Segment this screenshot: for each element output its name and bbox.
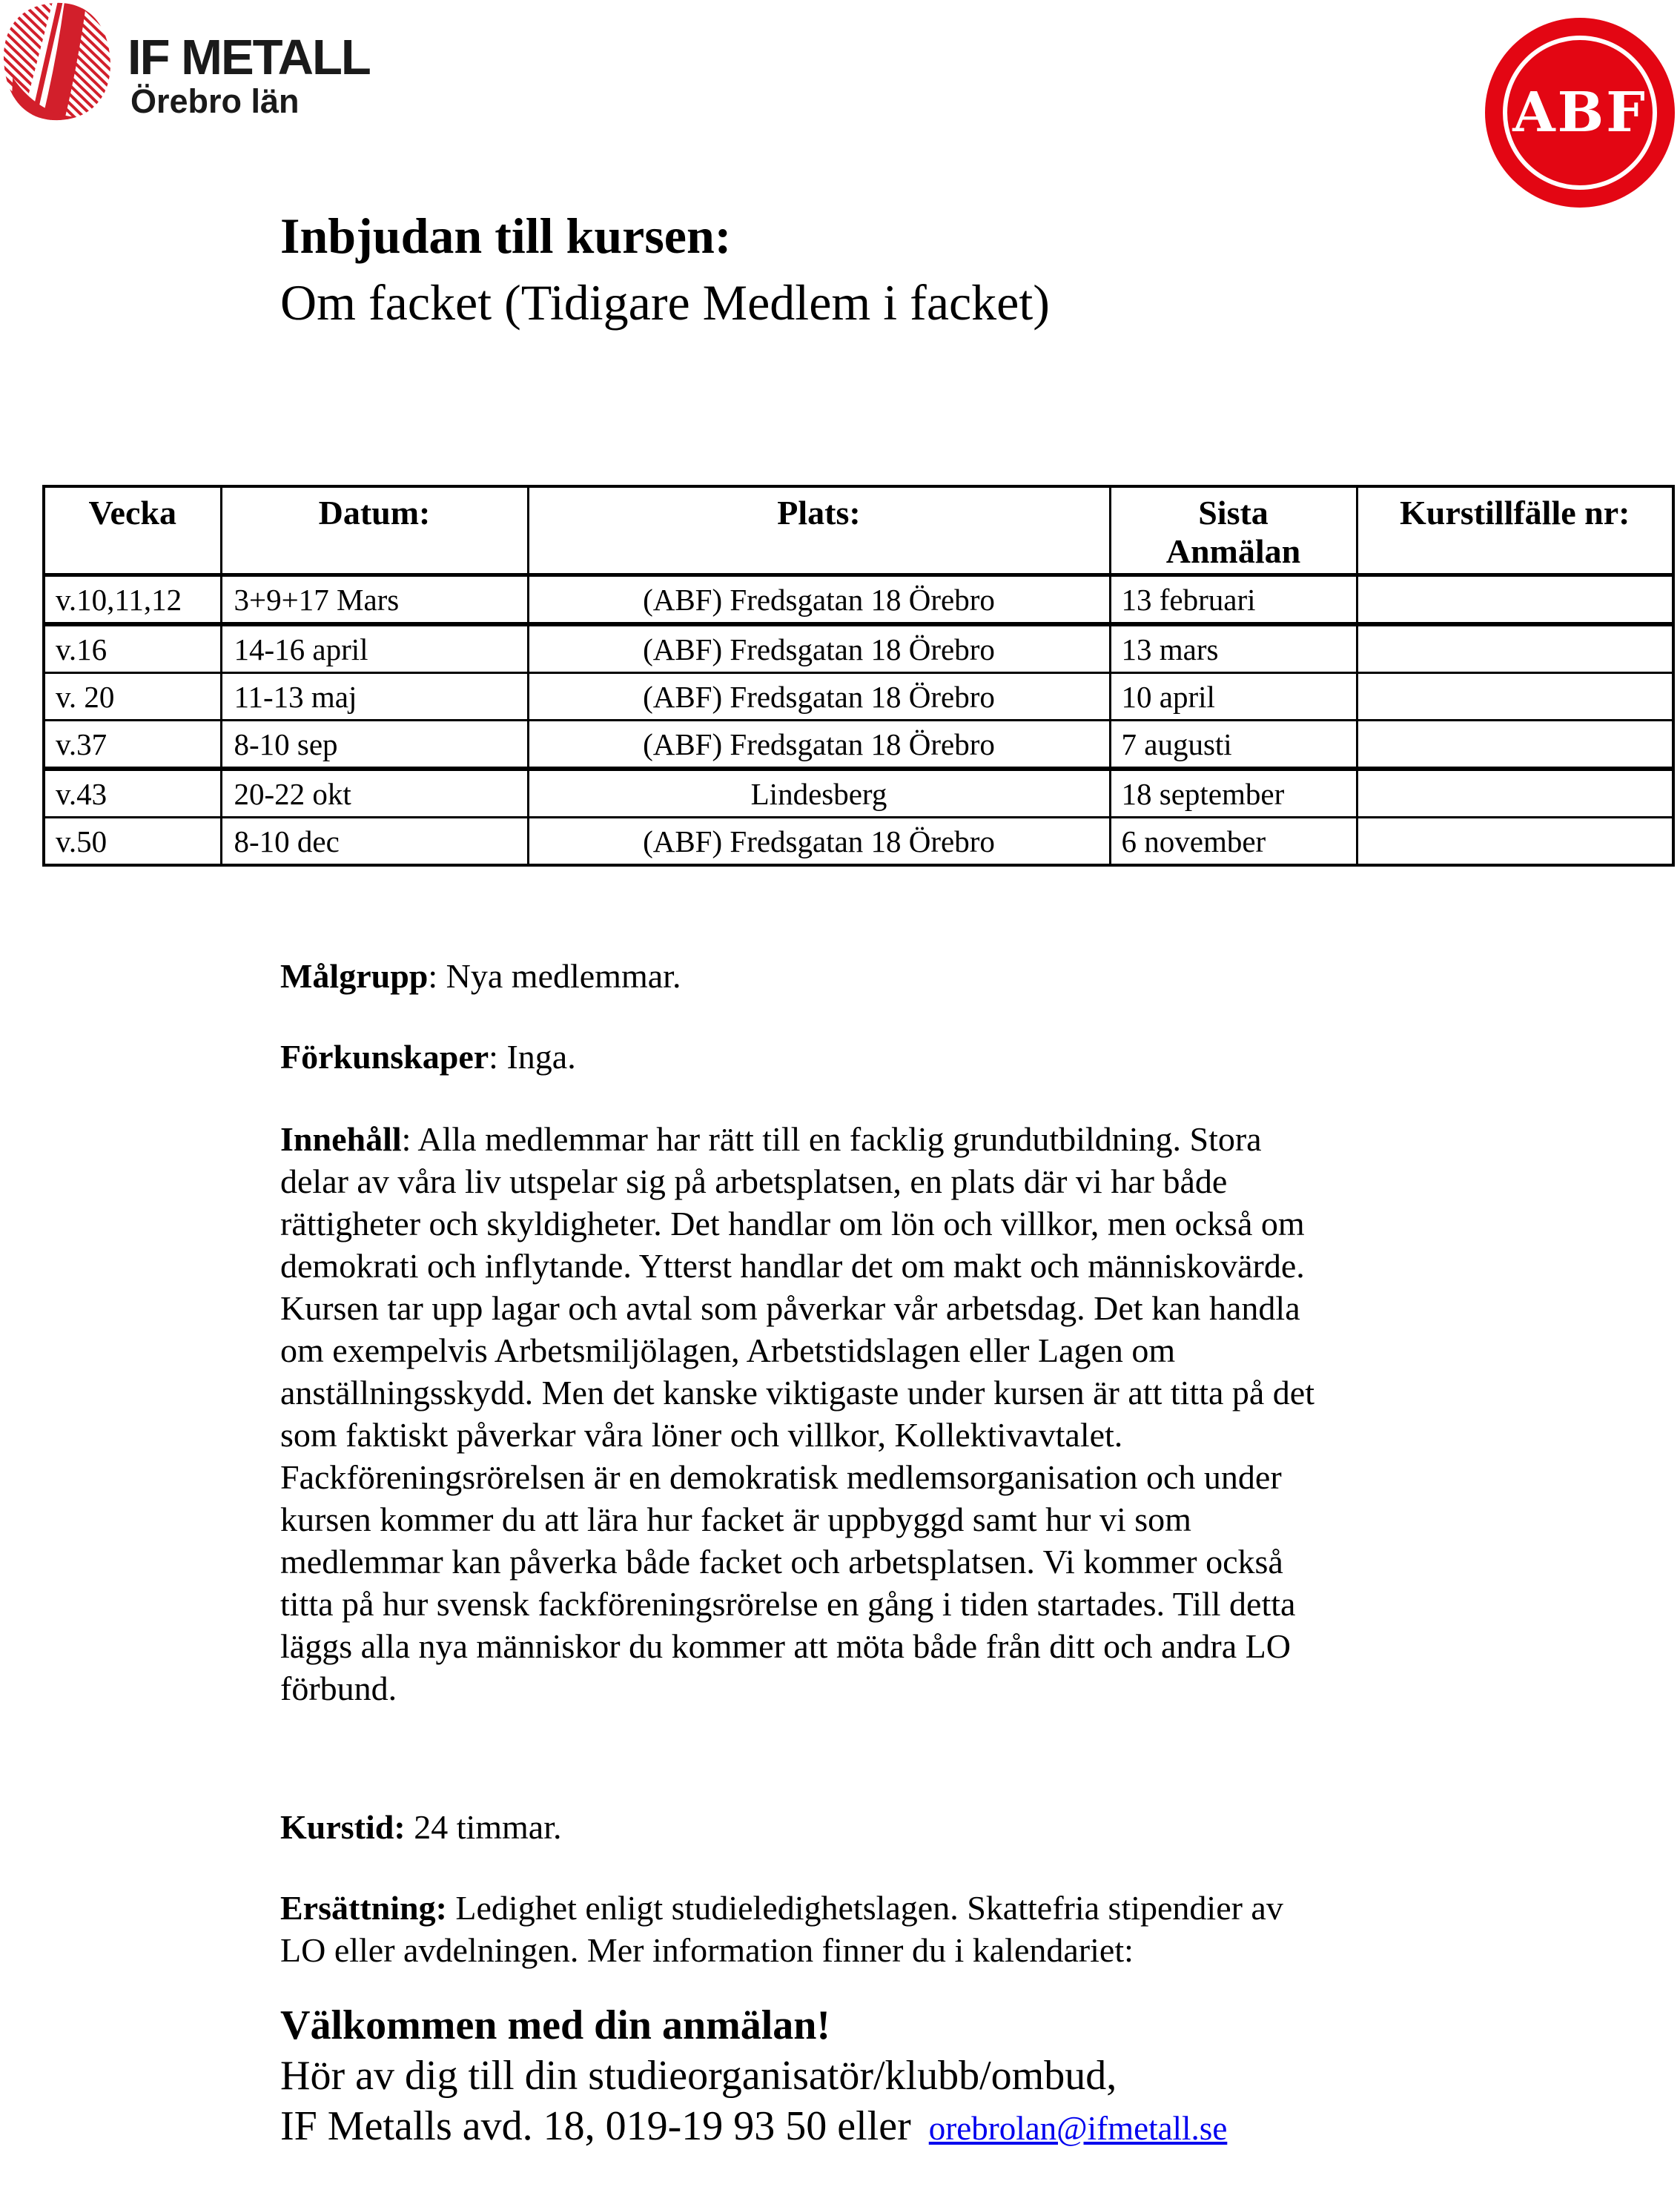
paragraph-innehall: [280, 1118, 1481, 1710]
innehall-line: läggs alla nya människor du kommer att möta både från ditt och andra LO: [280, 1627, 1291, 1665]
header-plats: Plats:: [528, 486, 1110, 575]
innehall-line: demokrati och inflytande. Ytterst handlar det om makt och människovärde.: [280, 1247, 1305, 1285]
cell-sista-anmalan: 10 april: [1110, 673, 1357, 721]
table-row: [44, 673, 1673, 721]
ersattning-line2: LO eller avdelningen. Mer information finner du i kalendariet:: [280, 1931, 1134, 1969]
abf-logo-label: ABF: [1512, 81, 1647, 145]
cell-kurstillfalle: [1357, 575, 1673, 625]
cell-vecka: v.43: [44, 769, 221, 818]
closing-phone-text: IF Metalls avd. 18, 019-19 93 50 eller: [280, 2103, 911, 2149]
forkunskaper-text: : Inga.: [489, 1038, 576, 1076]
cell-plats: (ABF) Fredsgatan 18 Örebro: [528, 721, 1110, 770]
cell-datum: 8-10 sep: [221, 721, 528, 770]
abf-logo-icon: [1485, 18, 1675, 208]
page-title: [280, 202, 1050, 336]
cell-sista-anmalan: 7 augusti: [1110, 721, 1357, 770]
innehall-body-lines: [280, 1160, 1481, 1710]
innehall-line: Kursen tar upp lagar och avtal som påverkar vår arbetsdag. Det kan handla: [280, 1289, 1300, 1327]
cell-kurstillfalle: [1357, 818, 1673, 866]
cell-datum: 3+9+17 Mars: [221, 575, 528, 625]
cell-datum: 11-13 maj: [221, 673, 528, 721]
innehall-line: delar av våra liv utspelar sig på arbetsplatsen, en plats där vi har både: [280, 1162, 1228, 1200]
header-sista-line1: Sista: [1198, 494, 1269, 532]
title-line-2: Om facket (Tidigare Medlem i facket): [280, 274, 1050, 331]
closing-block: [280, 2000, 1227, 2154]
malgrupp-label: Målgrupp: [280, 957, 429, 995]
forkunskaper-label: Förkunskaper: [280, 1038, 489, 1076]
innehall-label: Innehåll: [280, 1120, 402, 1158]
innehall-line: anställningsskydd. Men det kanske viktigaste under kursen är att titta på det: [280, 1374, 1315, 1412]
header-kurstillfalle: Kurstillfälle nr:: [1357, 486, 1673, 575]
paragraph-malgrupp: [280, 955, 1481, 997]
table-header-row: [44, 486, 1673, 575]
cell-kurstillfalle: [1357, 769, 1673, 818]
innehall-first-line: [280, 1118, 1481, 1160]
innehall-line: om exempelvis Arbetsmiljölagen, Arbetstidslagen eller Lagen om: [280, 1331, 1176, 1369]
ersattning-label: Ersättning:: [280, 1889, 447, 1927]
innehall-line: som faktiskt påverkar våra löner och villkor, Kollektivavtalet.: [280, 1416, 1123, 1454]
table-row: [44, 769, 1673, 818]
kurstid-text: 24 timmar.: [405, 1808, 562, 1846]
ersattning-line1: [280, 1887, 1481, 1929]
innehall-line: förbund.: [280, 1669, 397, 1707]
header-datum: Datum:: [221, 486, 528, 575]
cell-vecka: v.10,11,12: [44, 575, 221, 625]
cell-vecka: v.37: [44, 721, 221, 770]
cell-kurstillfalle: [1357, 673, 1673, 721]
cell-kurstillfalle: [1357, 624, 1673, 673]
cell-vecka: v.16: [44, 624, 221, 673]
cell-sista-anmalan: 6 november: [1110, 818, 1357, 866]
ifmetall-logo-mark-icon: [2, 1, 112, 122]
table-row: [44, 818, 1673, 866]
paragraph-forkunskaper: [280, 1036, 1481, 1078]
cell-plats: (ABF) Fredsgatan 18 Örebro: [528, 673, 1110, 721]
innehall-line: rättigheter och skyldigheter. Det handlar om lön och villkor, men också om: [280, 1205, 1305, 1242]
malgrupp-text: : Nya medlemmar.: [428, 957, 681, 995]
cell-sista-anmalan: 13 mars: [1110, 624, 1357, 673]
ersattning-line1-text: Ledighet enligt studieledighetslagen. Skattefria stipendier av: [446, 1889, 1283, 1927]
kurstid-label: Kurstid:: [280, 1808, 406, 1846]
table-row: [44, 721, 1673, 770]
course-schedule-table: [42, 485, 1675, 867]
title-line-1: Inbjudan till kursen:: [280, 208, 732, 264]
cell-vecka: v. 20: [44, 673, 221, 721]
cell-vecka: v.50: [44, 818, 221, 866]
cell-datum: 14-16 april: [221, 624, 528, 673]
cell-sista-anmalan: 13 februari: [1110, 575, 1357, 625]
ifmetall-wordmark: IF METALL: [128, 30, 370, 85]
header-sista-anmalan: [1110, 486, 1357, 575]
ifmetall-region-label: Örebro län: [130, 82, 300, 120]
cell-sista-anmalan: 18 september: [1110, 769, 1357, 818]
email-link[interactable]: orebrolan@ifmetall.se: [928, 2110, 1228, 2147]
closing-contact-line: Hör av dig till din studieorganisatör/klubb/ombud,: [280, 2053, 1117, 2099]
innehall-line: Fackföreningsrörelsen är en demokratisk medlemsorganisation och under: [280, 1458, 1282, 1496]
innehall-line: titta på hur svensk fackföreningsrörelse en gång i tiden startades. Till detta: [280, 1585, 1296, 1623]
paragraph-ersattning: [280, 1887, 1481, 1971]
cell-plats: Lindesberg: [528, 769, 1110, 818]
cell-plats: (ABF) Fredsgatan 18 Örebro: [528, 575, 1110, 625]
cell-kurstillfalle: [1357, 721, 1673, 770]
innehall-line: medlemmar kan påverka både facket och arbetsplatsen. Vi kommer också: [280, 1543, 1283, 1581]
closing-phone-line: [280, 2101, 1227, 2154]
table-row: [44, 624, 1673, 673]
innehall-first-line-text: : Alla medlemmar har rätt till en facklig grundutbildning. Stora: [401, 1120, 1262, 1158]
cell-datum: 20-22 okt: [221, 769, 528, 818]
cell-plats: (ABF) Fredsgatan 18 Örebro: [528, 818, 1110, 866]
paragraph-kurstid: [280, 1806, 1481, 1848]
header-sista-line2: Anmälan: [1165, 532, 1301, 570]
table-row: [44, 575, 1673, 625]
innehall-line: kursen kommer du att lära hur facket är uppbyggd samt hur vi som: [280, 1500, 1191, 1538]
cell-plats: (ABF) Fredsgatan 18 Örebro: [528, 624, 1110, 673]
cell-datum: 8-10 dec: [221, 818, 528, 866]
closing-welcome-line: Välkommen med din anmälan!: [280, 2002, 831, 2048]
header-vecka: Vecka: [44, 486, 221, 575]
